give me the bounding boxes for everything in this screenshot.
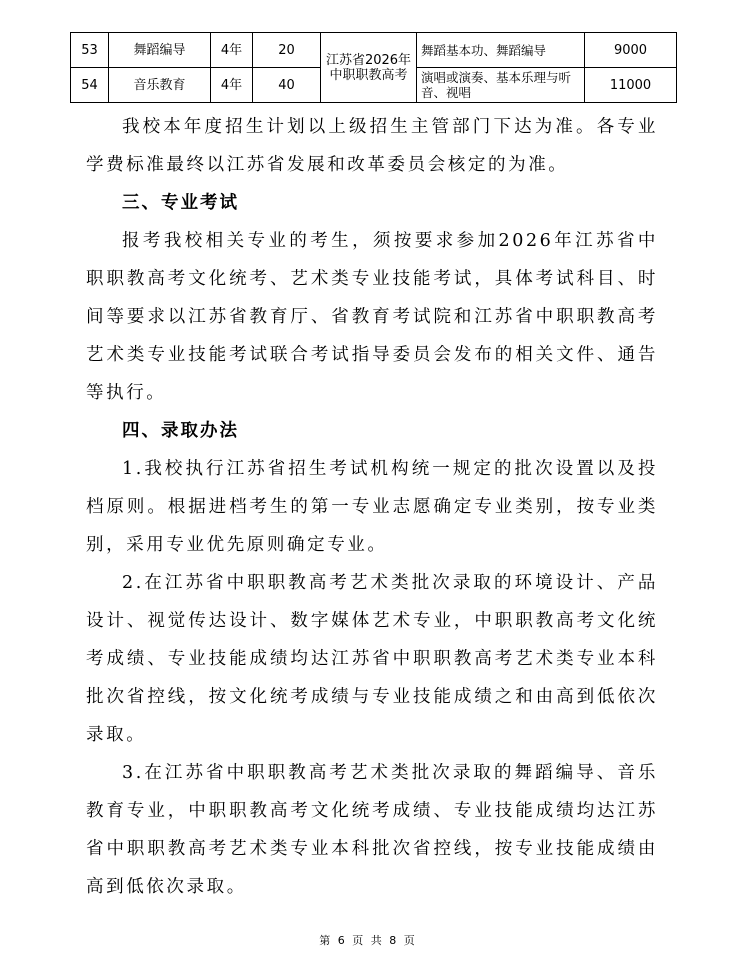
study-years: 4年 xyxy=(211,33,253,68)
section-3-paragraph: 报考我校相关专业的考生，须按要求参加2026年江苏省中职职教高考文化统考、艺术类专业技能考试，具体考试科目、时间等要求以江苏省教育厅、省教育考试院和江苏省中职职教高考艺术类专业技能考试联合考试指导委员会发布的相关文件、通告等执行。 xyxy=(86,231,658,403)
section-3-heading: 三、专业考试 xyxy=(122,193,239,213)
admission-item-2: 2.在江苏省中职职教高考艺术类批次录取的环境设计、产品设计、视觉传达设计、数字媒体艺术专业，中职职教高考文化统考成绩、专业技能成绩均达江苏省中职职教高考艺术类专业本科批次省控线，按文化统考成绩与专业技能成绩之和由高到低依次录取。 xyxy=(86,573,658,745)
admission-item-1: 1.我校执行江苏省招生考试机构统一规定的批次设置以及投档原则。根据进档考生的第一专业志愿确定专业类别，按专业类别，采用专业优先原则确定专业。 xyxy=(86,459,658,555)
tuition-fee: 11000 xyxy=(585,68,677,103)
enrollment-quota: 40 xyxy=(253,68,321,103)
exam-subjects: 演唱或演奏、基本乐理与听音、视唱 xyxy=(417,68,585,103)
section-4-heading: 四、录取办法 xyxy=(122,421,239,441)
study-years: 4年 xyxy=(211,68,253,103)
tuition-fee: 9000 xyxy=(585,33,677,68)
enrollment-quota: 20 xyxy=(253,33,321,68)
major-name: 音乐教育 xyxy=(109,68,211,103)
exam-subjects: 舞蹈基本功、舞蹈编导 xyxy=(417,33,585,68)
admission-item-3: 3.在江苏省中职职教高考艺术类批次录取的舞蹈编导、音乐教育专业，中职职教高考文化统考成绩、专业技能成绩均达江苏省中职职教高考艺术类专业本科批次省控线，按专业技能成绩由高到低依次录取。 xyxy=(86,763,658,897)
row-number: 54 xyxy=(71,68,109,103)
page-footer: 第 6 页 共 8 页 xyxy=(319,934,417,947)
table-row xyxy=(71,33,677,68)
document-body xyxy=(86,108,658,906)
row-number: 53 xyxy=(71,33,109,68)
exam-category: 江苏省2026年中职职教高考 xyxy=(321,33,417,103)
intro-paragraph: 我校本年度招生计划以上级招生主管部门下达为准。各专业学费标准最终以江苏省发展和改革委员会核定的为准。 xyxy=(86,117,658,175)
enrollment-plan-table xyxy=(70,32,677,103)
major-name: 舞蹈编导 xyxy=(109,33,211,68)
